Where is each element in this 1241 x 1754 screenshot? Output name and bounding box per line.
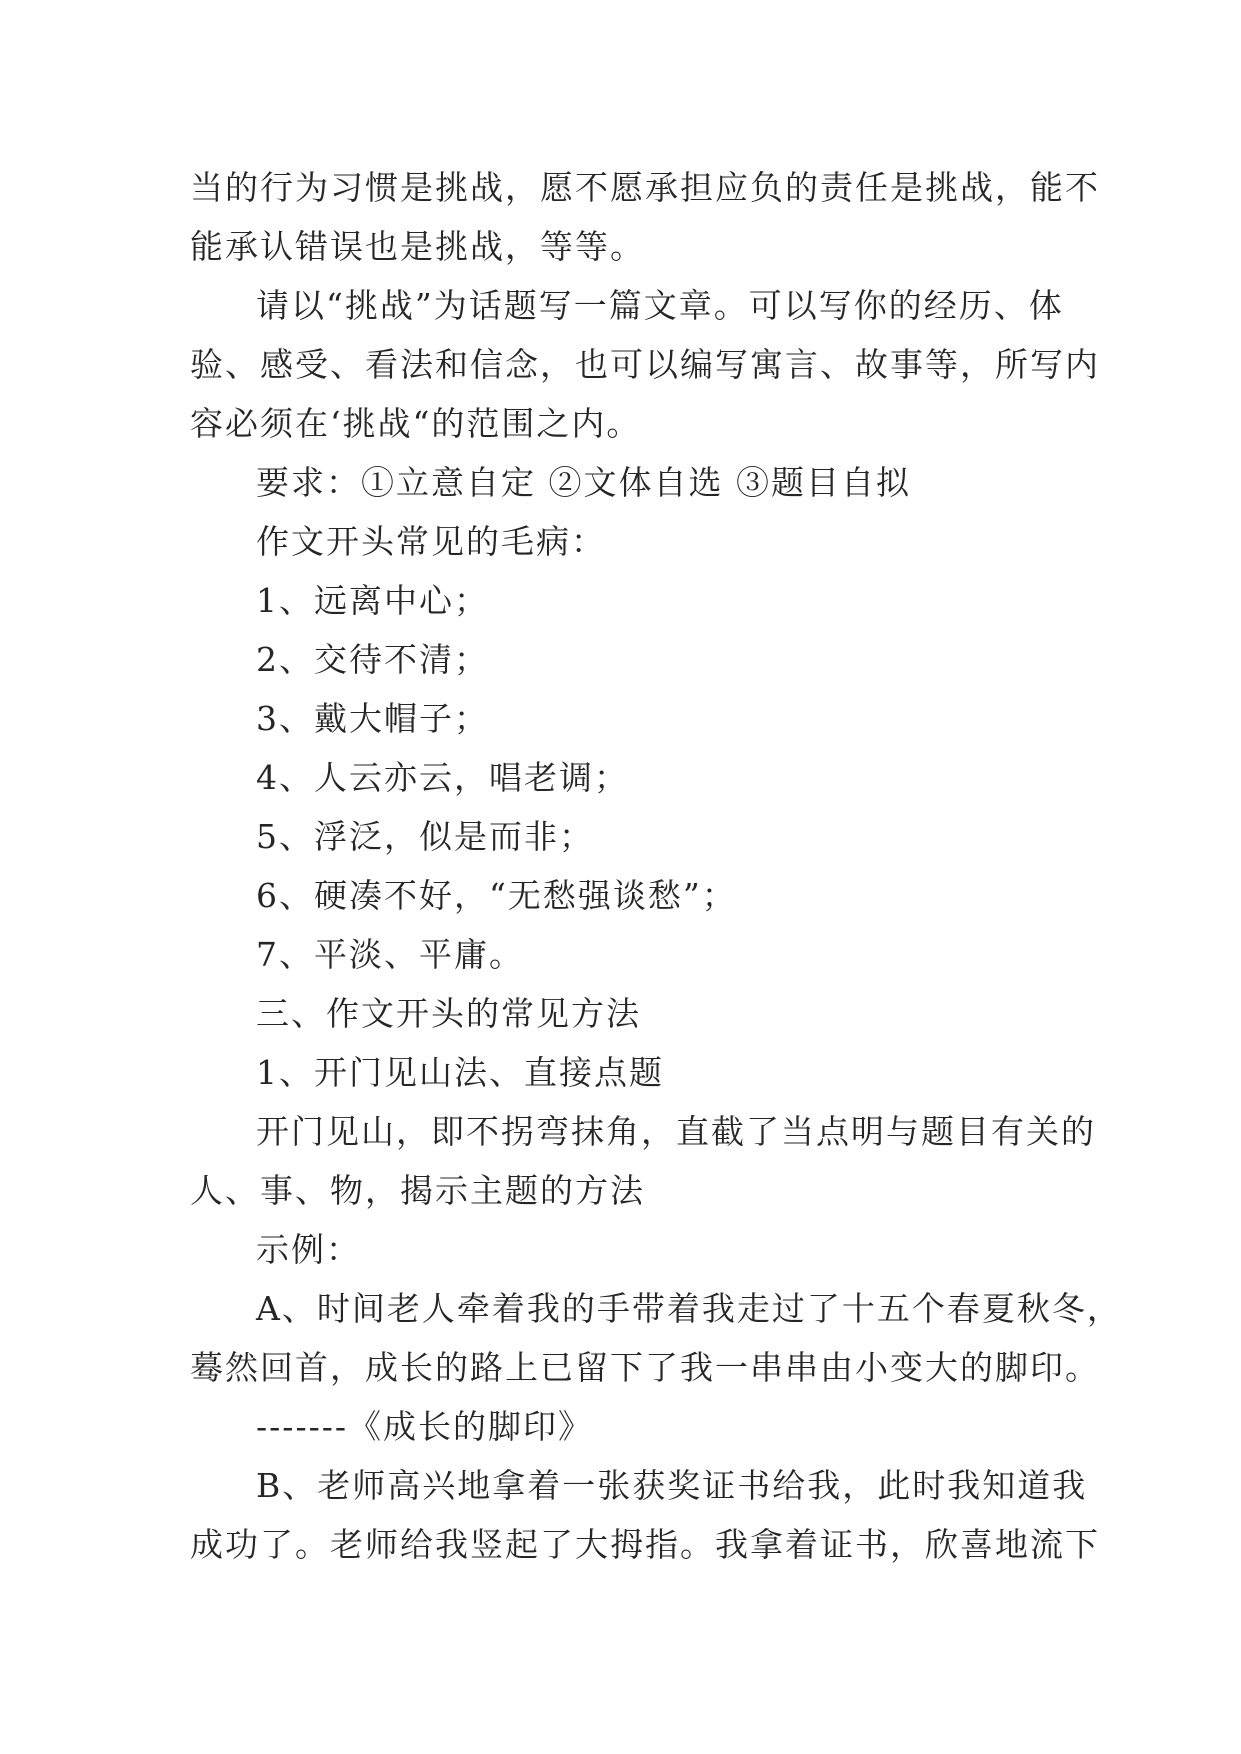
text-line: -------《成长的脚印》 [256,1407,594,1446]
text-line: 当的行为习惯是挑战，愿不愿承担应负的责任是挑战，能不 [190,168,1100,207]
section-heading: 三、作文开头的常见方法 [256,994,641,1033]
list-item: 3、戴大帽子； [256,699,489,738]
text-line: 要求：①立意自定 ②文体自选 ③题目自拟 [256,463,911,502]
text-line: A、时间老人牵着我的手带着我走过了十五个春夏秋冬， [256,1289,1122,1328]
list-item: 6、硬凑不好，“无愁强谈愁”； [256,876,737,915]
text-line: 人、事、物，揭示主题的方法 [190,1171,645,1210]
subsection-heading: 1、开门见山法、直接点题 [256,1053,664,1092]
text-line: 请以“挑战”为话题写一篇文章。可以写你的经历、体 [256,286,1064,325]
text-line: B、老师高兴地拿着一张获奖证书给我，此时我知道我 [256,1466,1088,1505]
text-line: 作文开头常见的毛病： [256,522,606,561]
text-line: 成功了。老师给我竖起了大拇指。我拿着证书，欣喜地流下 [190,1525,1100,1564]
text-line: 蓦然回首，成长的路上已留下了我一串串由小变大的脚印。 [190,1348,1100,1387]
body-text [190,158,1122,1574]
text-line: 示例： [256,1230,361,1269]
text-line: 能承认错误也是挑战，等等。 [190,227,645,266]
list-item: 7、平淡、平庸。 [256,935,524,974]
list-item: 5、浮泛，似是而非； [256,817,594,856]
text-line: 容必须在‘挑战“的范围之内。 [190,404,642,443]
list-item: 4、人云亦云，唱老调； [256,758,629,797]
list-item: 2、交待不清； [256,640,489,679]
list-item: 1、远离中心； [256,581,489,620]
text-line: 开门见山，即不拐弯抹角，直截了当点明与题目有关的 [256,1112,1096,1151]
text-line: 验、感受、看法和信念，也可以编写寓言、故事等，所写内 [190,345,1100,384]
